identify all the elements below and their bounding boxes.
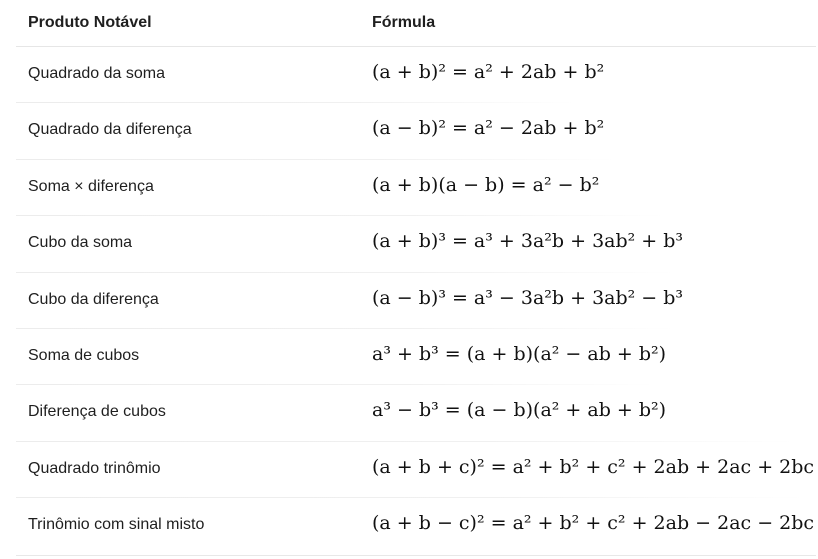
table-bottom-border [16,555,816,556]
row-formula: (a + b)² = a² + 2ab + b² [372,61,605,83]
row-formula: (a + b + c)² = a² + b² + c² + 2ab + 2ac + 2bc [372,455,815,478]
row-name: Cubo da diferença [28,290,159,308]
row-name: Soma de cubos [28,346,140,364]
table-row [16,160,816,216]
table-header-row [16,0,816,47]
row-formula: (a + b)³ = a³ + 3a²b + 3ab² + b³ [372,230,684,253]
header-name: Produto Notável [28,14,152,31]
row-name: Quadrado da soma [28,65,165,82]
header-formula: Fórmula [372,14,436,31]
row-formula: (a + b − c)² = a² + b² + c² + 2ab − 2ac − 2bc [372,512,815,535]
row-name: Quadrado trinômio [28,459,161,477]
table-row [16,273,816,329]
table-row [16,216,816,272]
table-row [16,498,816,554]
row-name: Quadrado da diferença [28,121,192,139]
row-name: Soma × diferença [28,177,154,195]
row-formula: (a − b)³ = a³ − 3a²b + 3ab² − b³ [372,286,684,309]
table-row [16,329,816,385]
row-formula: a³ + b³ = (a + b)(a² − ab + b²) [372,342,667,365]
row-formula: (a + b)(a − b) = a² − b² [372,173,600,196]
row-formula: a³ − b³ = (a − b)(a² + ab + b²) [372,399,667,422]
table-row [16,103,816,159]
table-row [16,385,816,441]
table-row [16,442,816,498]
row-name: Diferença de cubos [28,403,166,421]
products-table [16,0,816,555]
table-row [16,47,816,103]
row-formula: (a − b)² = a² − 2ab + b² [372,117,605,140]
row-name: Trinômio com sinal misto [28,516,205,534]
row-name: Cubo da soma [28,234,133,252]
